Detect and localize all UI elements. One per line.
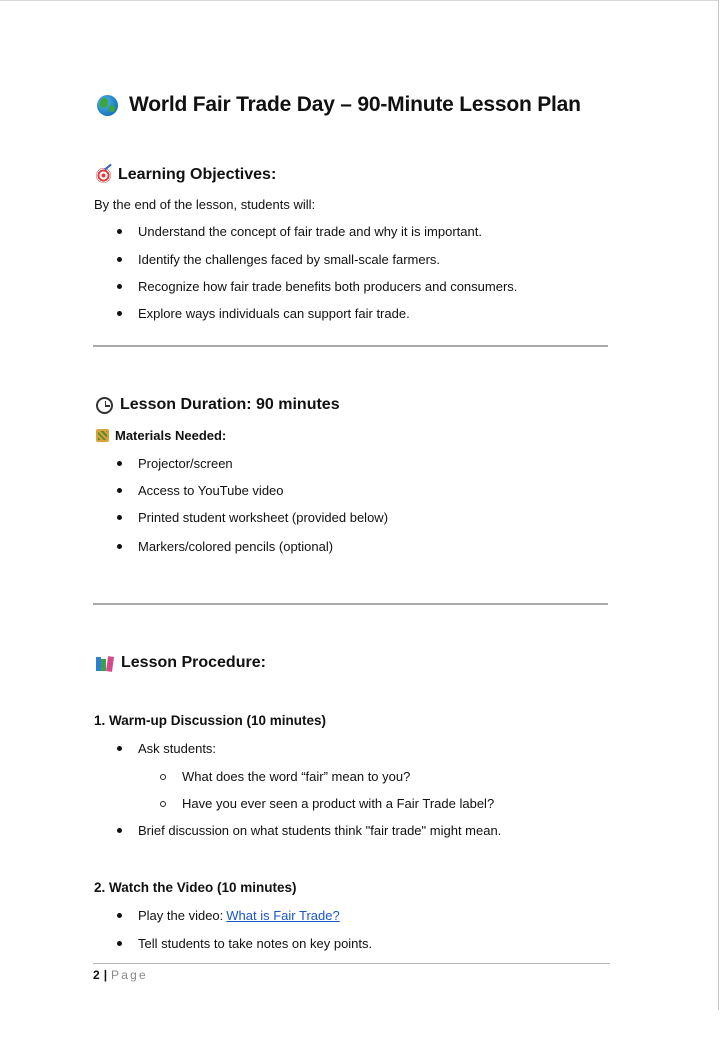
objective-item <box>117 279 517 294</box>
objective-item <box>117 224 482 239</box>
material-item-text: Markers/colored pencils (optional) <box>138 539 334 554</box>
step-2-title: 2. Watch the Video (10 minutes) <box>94 880 297 895</box>
objective-item-text: Identify the challenges faced by small-scale farmers. <box>138 252 441 267</box>
objective-item <box>117 252 440 267</box>
objectives-heading-text: Learning Objectives: <box>118 166 277 183</box>
materials-label <box>96 428 226 443</box>
page-right-edge <box>718 0 719 1010</box>
question-item <box>160 769 410 784</box>
material-item-text: Projector/screen <box>138 456 233 471</box>
duration-heading-text: Lesson Duration: 90 minutes <box>120 396 340 413</box>
step-1-brief-text: Brief discussion on what students think "fair trade" might mean. <box>138 823 502 838</box>
document-title-text: World Fair Trade Day – 90-Minute Lesson Plan <box>129 93 581 116</box>
step-1-brief <box>117 823 501 838</box>
page-number: 2 <box>93 968 100 982</box>
question-item <box>160 796 494 811</box>
bullet-icon <box>117 461 122 466</box>
objectives-intro: By the end of the lesson, students will: <box>94 197 316 212</box>
document-title <box>97 93 581 117</box>
bullet-icon <box>117 488 122 493</box>
bullet-icon <box>117 515 122 520</box>
material-item-text: Access to YouTube video <box>138 483 284 498</box>
objectives-heading <box>96 166 276 184</box>
video-link[interactable]: What is Fair Trade? <box>226 908 340 923</box>
bullet-icon <box>117 828 122 833</box>
bullet-icon <box>117 746 122 751</box>
step-2-play <box>117 908 340 923</box>
procedure-heading-text: Lesson Procedure: <box>121 654 266 671</box>
objective-item <box>117 306 410 321</box>
material-item <box>117 483 284 498</box>
question-item-text: What does the word “fair” mean to you? <box>182 769 411 784</box>
page-footer <box>93 968 148 982</box>
target-icon <box>96 168 111 183</box>
objective-item-text: Recognize how fair trade benefits both producers and consumers. <box>138 279 518 294</box>
clock-icon <box>96 397 113 414</box>
bullet-icon <box>117 311 122 316</box>
material-item <box>117 510 388 525</box>
footer-rule <box>93 963 610 964</box>
horizontal-rule <box>93 603 608 605</box>
duration-heading <box>96 396 340 414</box>
step-2-play-text: Play the video: <box>138 908 224 923</box>
page-label: Page <box>111 968 148 982</box>
books-icon <box>96 656 114 671</box>
procedure-heading <box>96 654 266 672</box>
globe-icon <box>97 95 118 116</box>
bullet-icon <box>117 941 122 946</box>
material-item-text: Printed student worksheet (provided below) <box>138 510 389 525</box>
material-item <box>117 539 333 554</box>
bullet-icon <box>117 913 122 918</box>
objective-item-text: Explore ways individuals can support fair trade. <box>138 306 410 321</box>
circle-bullet-icon <box>160 774 166 780</box>
materials-label-text: Materials Needed: <box>115 428 227 443</box>
bullet-icon <box>117 229 122 234</box>
bullet-icon <box>117 257 122 262</box>
circle-bullet-icon <box>160 801 166 807</box>
objective-item-text: Understand the concept of fair trade and why it is important. <box>138 224 482 239</box>
page-top-edge <box>0 0 719 1</box>
question-item-text: Have you ever seen a product with a Fair Trade label? <box>182 796 495 811</box>
step-2-notes <box>117 936 372 951</box>
bullet-icon <box>117 284 122 289</box>
step-1-title: 1. Warm-up Discussion (10 minutes) <box>94 713 327 728</box>
toolbox-icon <box>96 429 109 442</box>
material-item <box>117 456 233 471</box>
footer-separator: | <box>103 968 108 982</box>
step-1-ask-text: Ask students: <box>138 741 217 756</box>
horizontal-rule <box>93 345 608 347</box>
step-1-ask <box>117 741 216 756</box>
bullet-icon <box>117 544 122 549</box>
step-2-notes-text: Tell students to take notes on key points. <box>138 936 373 951</box>
